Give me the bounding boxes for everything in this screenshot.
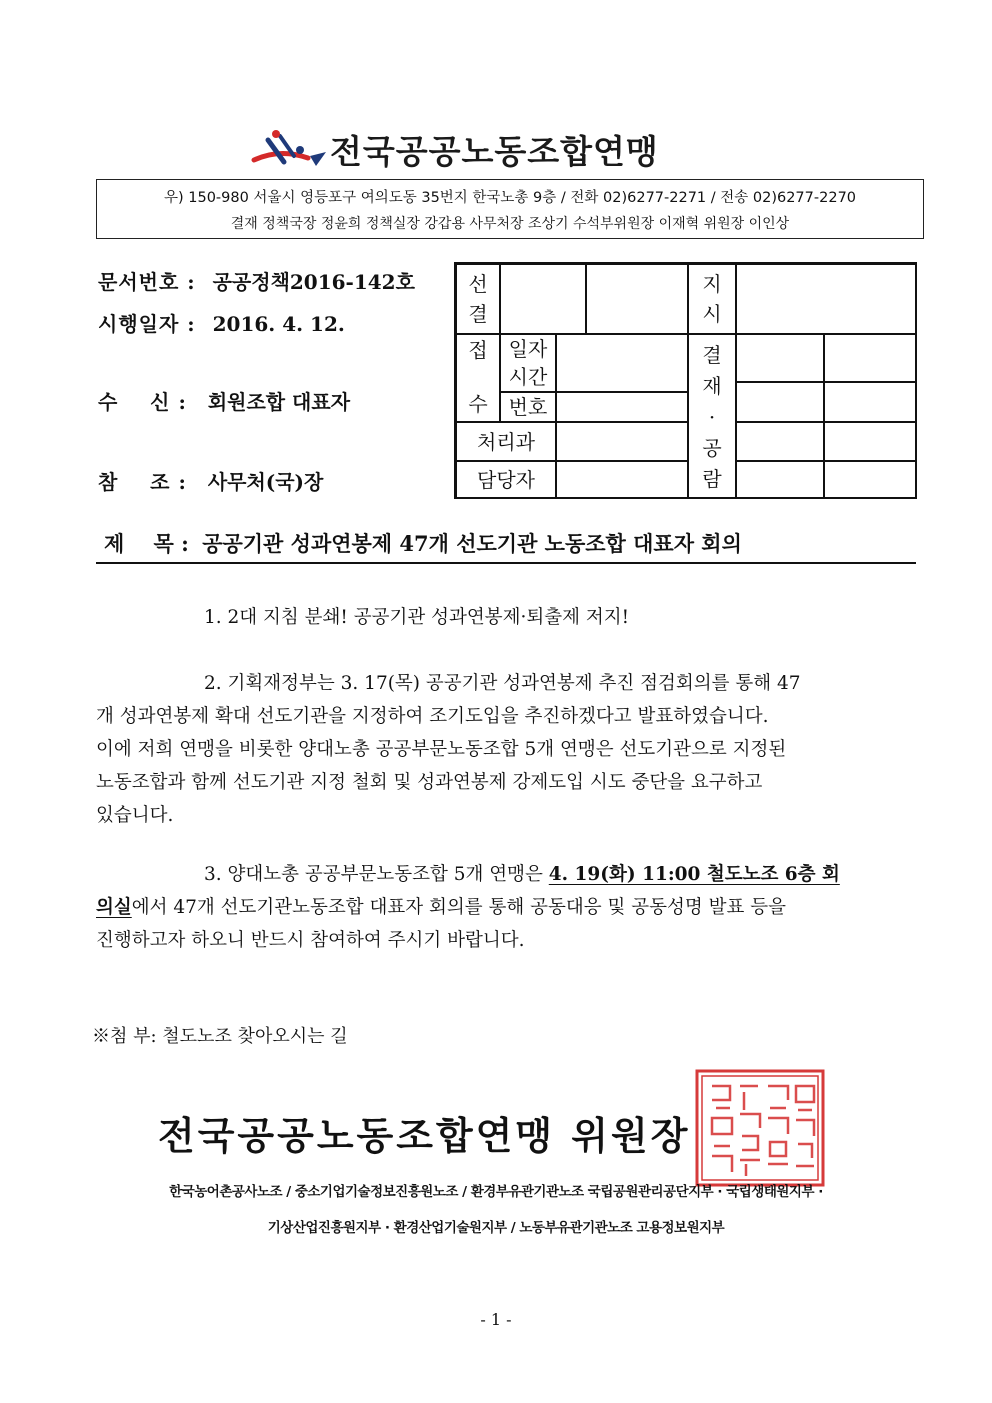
- processing-dept-label: [456, 422, 556, 461]
- ilja-text: 일자: [508, 337, 548, 361]
- meeting-datetime-highlight: 4. 19(화) 11:00 철도노조 6층 회: [548, 864, 840, 885]
- paragraph-3-line-3: 진행하고자 하오니 반드시 참여하여 주시기 바랍니다.: [96, 930, 525, 951]
- processing-dept-value: [556, 422, 688, 461]
- beonho-text: 번호: [508, 395, 548, 419]
- subject-line: [96, 528, 916, 564]
- recipient-label: 수 신 :: [98, 390, 187, 414]
- logo-text: 전국공공노동조합연맹: [330, 131, 659, 171]
- paragraph-2-line-2: 개 성과연봉제 확대 선도기관을 지정하여 조기도입을 추진하겠다고 발표하였습니다.: [96, 706, 769, 727]
- doc-number-label: 문서번호 :: [98, 270, 196, 294]
- jeop-text: 접: [468, 338, 488, 362]
- dot-text: ·: [708, 404, 716, 429]
- paragraph-1-text: 1. 2대 지침 분쇄! 공공기관 성과연봉제·퇴출제 저지!: [204, 607, 630, 628]
- paragraph-2-line-5: 있습니다.: [96, 805, 174, 826]
- number-label-cell: [500, 392, 556, 422]
- cc-value: 사무처(국)장: [207, 470, 324, 494]
- subject-label: 제 목 :: [104, 531, 189, 556]
- ji-text: 지: [702, 272, 722, 296]
- approval-box: [454, 262, 917, 499]
- doc-number-value: 공공정책2016-142호: [212, 270, 415, 294]
- paragraph-1: [96, 601, 900, 634]
- gyeol-text: 결: [468, 302, 488, 326]
- paragraph-3: [96, 858, 900, 957]
- official-seal-icon: [694, 1068, 826, 1188]
- doc-number: [98, 266, 415, 295]
- gong-text: 공: [702, 435, 722, 460]
- cc: [98, 466, 323, 495]
- gyeoljae-slot-1: [736, 334, 824, 382]
- cc-label: 참 조 :: [98, 470, 187, 494]
- date-time-value-cell: [556, 334, 688, 392]
- approval-line: 결재 정책국장 정윤희 정책실장 강갑용 사무처장 조상기 수석부위원장 이재혁 위원장 이인상: [230, 216, 790, 232]
- attachment-note: ※첨 부: 철도노조 찾아오시는 길: [92, 1026, 348, 1047]
- member-unions-line-2: 기상산업진흥원지부 · 환경산업기술원지부 / 노동부유관기관노조 고용정보원지부: [267, 1220, 725, 1236]
- seongyeol-slot-2: [586, 264, 688, 334]
- jisi-cell: [688, 264, 736, 334]
- page-number: - 1 -: [480, 1310, 512, 1329]
- gyeoljae-slot-8: [824, 461, 917, 499]
- issue-date: [98, 308, 345, 337]
- ram-text: 람: [702, 466, 722, 491]
- issue-date-value: 2016. 4. 12.: [212, 312, 345, 336]
- person-in-charge-label: [456, 461, 556, 499]
- gyeoljae-slot-3: [736, 382, 824, 422]
- recipient: [98, 386, 350, 415]
- cheorigwa-text: 처리과: [477, 429, 535, 454]
- signature-text: 전국공공노동조합연맹 위원장: [158, 1114, 691, 1158]
- paragraph-2-line-3: 이에 저희 연맹을 비롯한 양대노총 공공부문노동조합 5개 연맹은 선도기관으로 지정된: [96, 739, 787, 760]
- gyeol2-text: 결: [702, 342, 722, 367]
- gyeoljae-slot-5: [736, 422, 824, 461]
- gyeoljae-slot-4: [824, 382, 917, 422]
- paragraph-2-line-1: 2. 기획재정부는 3. 17(목) 공공기관 성과연봉제 추진 점검회의를 통해 47: [204, 673, 801, 694]
- paragraph-2-line-4: 노동조합과 함께 선도기관 지정 철회 및 성과연봉제 강제도입 시도 중단을 요구하고: [96, 772, 763, 793]
- date-time-label-cell: [500, 334, 556, 392]
- person-in-charge-value: [556, 461, 688, 499]
- jeopsu-cell: [456, 334, 500, 422]
- sigan-text: 시간: [508, 365, 548, 389]
- gyeoljae-slot-6: [824, 422, 917, 461]
- subject-value: 공공기관 성과연봉제 47개 선도기관 노동조합 대표자 회의: [202, 531, 742, 556]
- gyeoljae-slot-2: [824, 334, 917, 382]
- si-text: 시: [702, 302, 722, 326]
- federation-logo-icon: [250, 126, 330, 172]
- recipient-value: 회원조합 대표자: [207, 390, 351, 414]
- number-value-cell: [556, 392, 688, 422]
- gyeoljae-slot-7: [736, 461, 824, 499]
- jisi-slot: [736, 264, 917, 334]
- paragraph-3-line-2-post: 에서 47개 선도기관노동조합 대표자 회의를 통해 공동대응 및 공동성명 발표 등을: [131, 897, 786, 918]
- seongyeol-cell: [456, 264, 500, 334]
- seon-text: 선: [468, 272, 488, 296]
- gyeoljae-gongram-cell: [688, 334, 736, 499]
- paragraph-2: [96, 667, 900, 832]
- address-box: [96, 179, 924, 239]
- meeting-place-highlight: 의실: [96, 897, 132, 918]
- issue-date-label: 시행일자 :: [98, 312, 196, 336]
- address-line: 우) 150-980 서울시 영등포구 여의도동 35번지 한국노총 9층 / 전화 02)6277-2271 / 전송 02)6277-2270: [163, 190, 857, 206]
- seongyeol-slot-1: [500, 264, 586, 334]
- jae-text: 재: [702, 373, 722, 398]
- damdangja-text: 담당자: [477, 468, 535, 492]
- su-text: 수: [468, 392, 488, 416]
- federation-logo: [250, 126, 740, 172]
- paragraph-3-line-1-pre: 3. 양대노총 공공부문노동조합 5개 연맹은: [204, 864, 549, 885]
- member-unions-line-1: 한국농어촌공사노조 / 중소기업기술정보진흥원노조 / 환경부유관기관노조 국립공원관리공단지부 · 국립생태원지부 ·: [169, 1184, 823, 1200]
